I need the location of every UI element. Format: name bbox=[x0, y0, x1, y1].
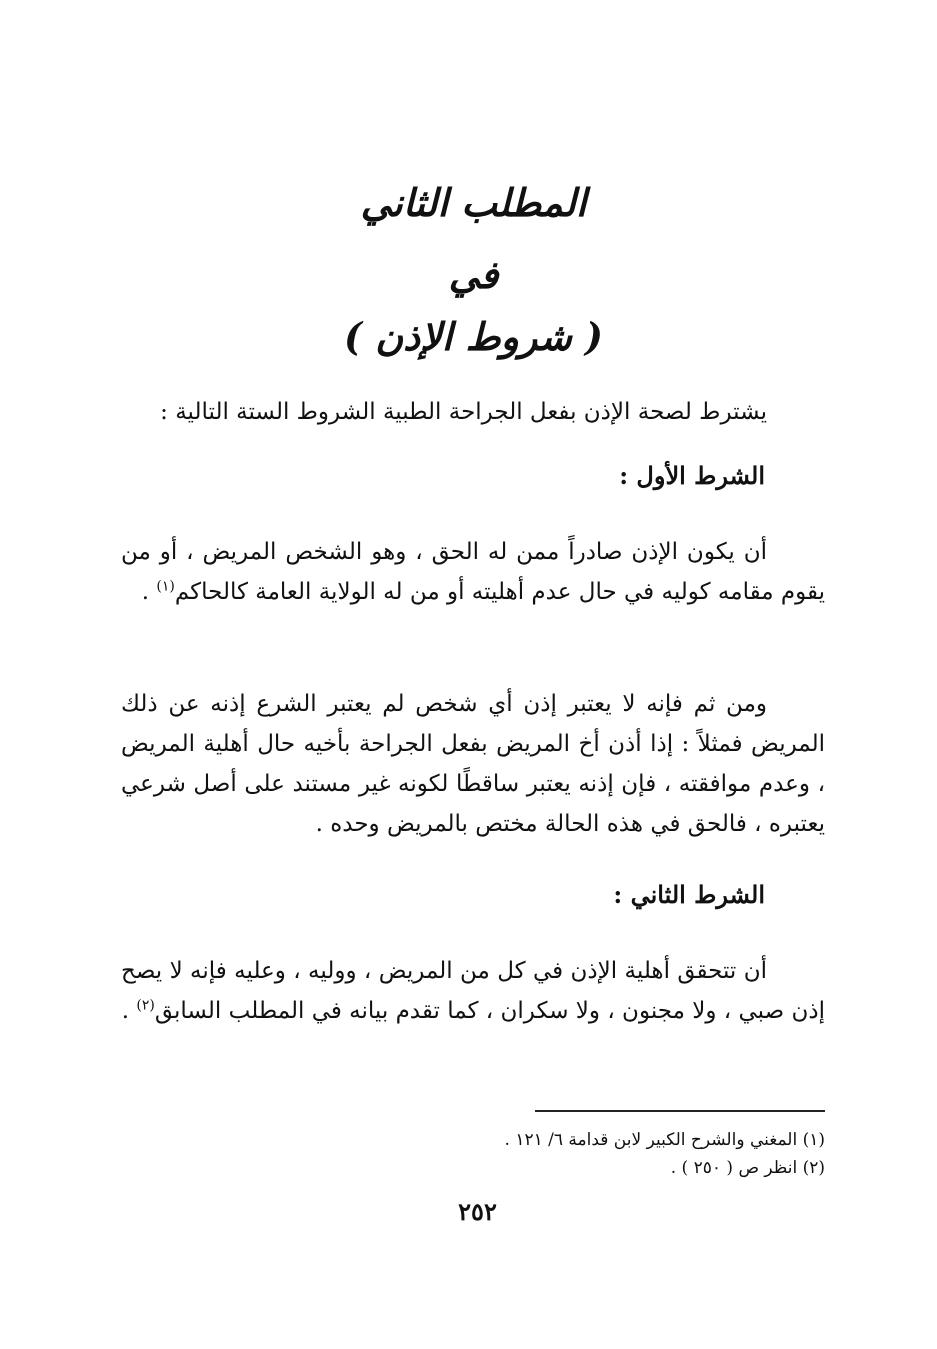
condition-1-title: الشرط الأول : bbox=[619, 461, 765, 490]
condition-1-paragraph-1-end: . bbox=[141, 579, 157, 605]
section-title-connector: في bbox=[448, 252, 499, 297]
condition-1-paragraph-1 bbox=[121, 532, 825, 612]
condition-2-paragraph bbox=[121, 951, 825, 1031]
footnote-ref-1[interactable]: (١) bbox=[156, 578, 175, 595]
condition-1-paragraph-2: ومن ثم فإنه لا يعتبر إذن أي شخص لم يعتبر الشرع إذنه عن ذلك المريض فمثلاً : إذا أذن أخ المريض بفعل الجراحة بأخيه حال أهلية المريض ، وعدم موافقته ، فإن إذنه يعتبر ساقطًا لكونه غير مستند على أصل شرعي يعتبره ، فالحق في هذه الحالة مختص بالمريض وحده . bbox=[121, 691, 825, 837]
condition-2-title: الشرط الثاني : bbox=[613, 880, 765, 909]
condition-2-paragraph-end: . bbox=[121, 998, 137, 1024]
page-number: ٢٥٢ bbox=[458, 1197, 497, 1226]
section-subtitle: ( شروط الإذن ) bbox=[343, 314, 603, 359]
footnote-2: (٢) انظر ص ( ٢٥٠ ) . bbox=[670, 1158, 825, 1178]
footnotes bbox=[121, 1126, 825, 1182]
condition-1-paragraph-1-text: أن يكون الإذن صادراً ممن له الحق ، وهو الشخص المريض ، أو من يقوم مقامه كوليه في حال عدم أهليته أو من له الولاية العامة كالحاكم bbox=[121, 539, 825, 605]
footnote-ref-2[interactable]: (٢) bbox=[136, 997, 155, 1014]
footnote-separator bbox=[535, 1110, 825, 1112]
condition-2-paragraph-text: أن تتحقق أهلية الإذن في كل من المريض ، ووليه ، وعليه فإنه لا يصح إذن صبي ، ولا مجنون ، ولا سكران ، كما تقدم بيانه في المطلب السابق bbox=[121, 958, 825, 1024]
section-title: المطلب الثاني bbox=[360, 180, 587, 225]
footnote-1: (١) المغني والشرح الكبير لابن قدامة ٦/ ١٢١ . bbox=[504, 1130, 825, 1150]
intro-paragraph: يشترط لصحة الإذن بفعل الجراحة الطبية الشروط الستة التالية : bbox=[160, 399, 767, 425]
